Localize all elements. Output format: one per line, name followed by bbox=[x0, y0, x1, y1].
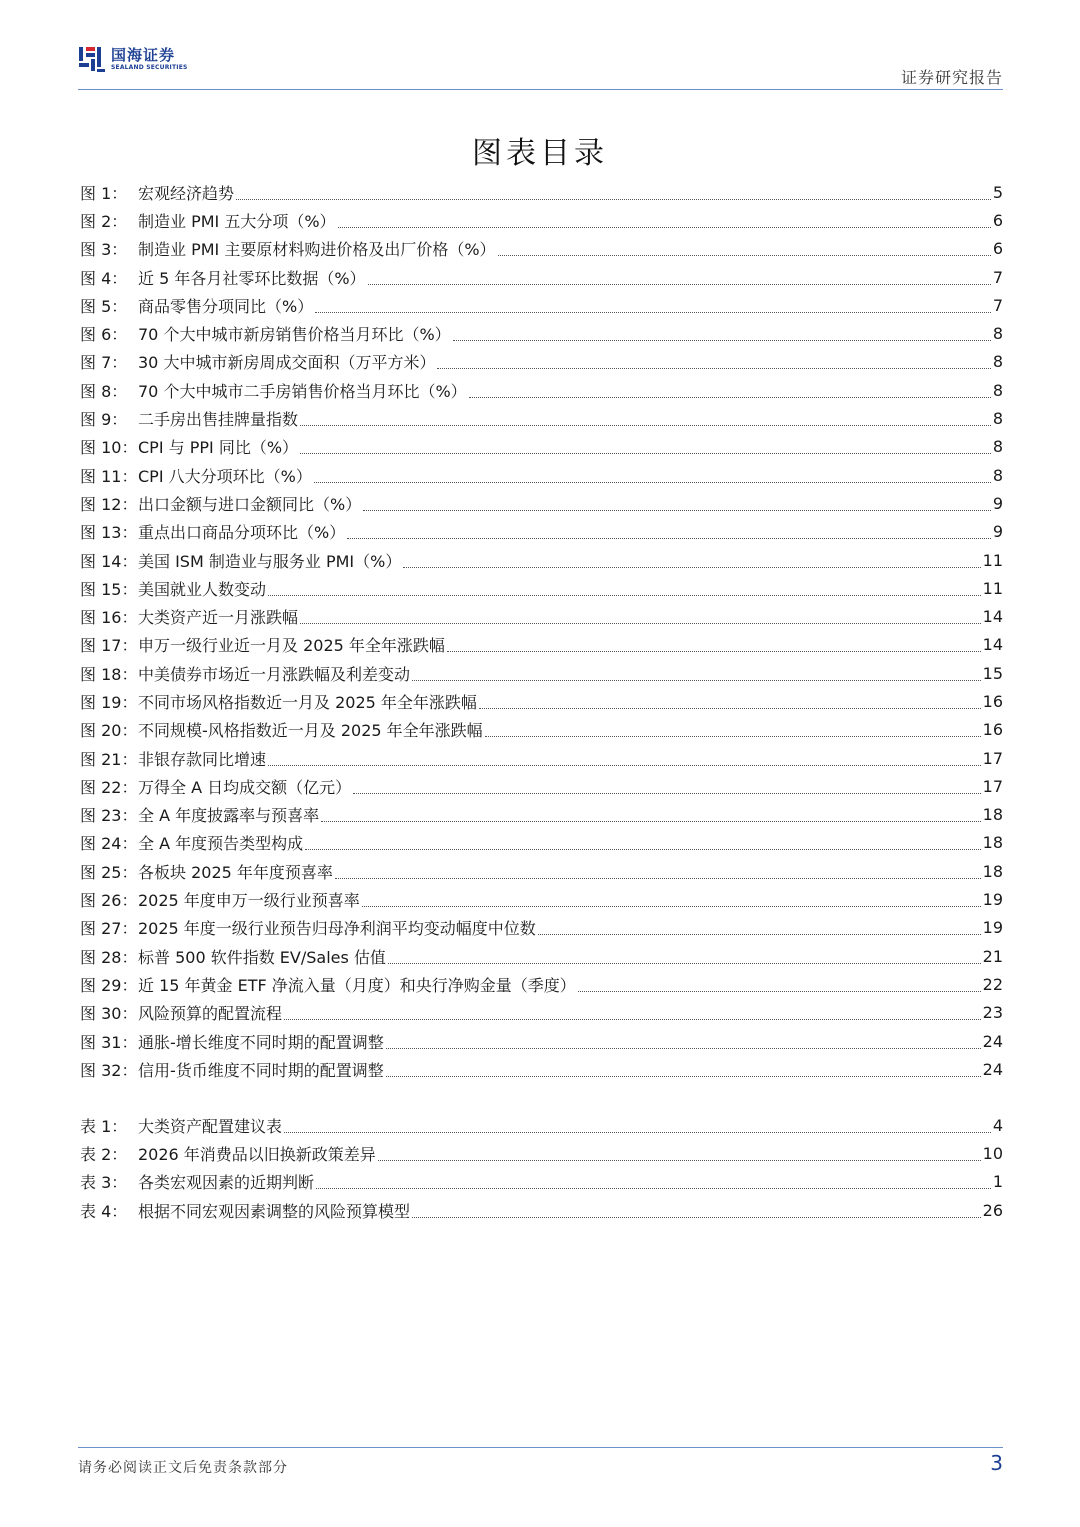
toc-item-title[interactable]: 全 A 年度披露率与预喜率 bbox=[138, 806, 320, 826]
toc-item-label: 图 4： bbox=[80, 268, 128, 288]
toc-item-label: 图 29： bbox=[80, 975, 138, 995]
table-entry[interactable] bbox=[80, 1111, 1003, 1139]
toc-item-label: 图 30： bbox=[80, 1004, 138, 1024]
toc-item-title[interactable]: 信用-货币维度不同时期的配置调整 bbox=[138, 1060, 384, 1080]
toc-item-label: 图 1： bbox=[80, 183, 128, 203]
figure-entry[interactable] bbox=[80, 857, 1003, 885]
toc-item-label: 图 20： bbox=[80, 721, 138, 741]
toc-item-label: 图 26： bbox=[80, 891, 138, 911]
toc-item-label: 表 4： bbox=[80, 1201, 128, 1221]
toc-item-page[interactable]: 4 bbox=[992, 1115, 1003, 1135]
figure-entry[interactable] bbox=[80, 178, 1003, 206]
toc-leader-dots bbox=[447, 651, 981, 652]
figure-entry[interactable] bbox=[80, 235, 1003, 263]
figure-entry[interactable] bbox=[80, 970, 1003, 998]
toc-item-title[interactable]: 美国就业人数变动 bbox=[138, 579, 267, 599]
toc-item-label: 表 2： bbox=[80, 1144, 128, 1164]
toc-item-title[interactable]: 各类宏观因素的近期判断 bbox=[138, 1173, 315, 1193]
toc-leader-dots bbox=[479, 708, 981, 709]
toc-item-label: 表 1： bbox=[80, 1116, 128, 1136]
toc-item-page[interactable]: 24 bbox=[982, 1031, 1003, 1051]
toc-leader-dots bbox=[268, 765, 981, 766]
toc-item-title[interactable]: 宏观经济趋势 bbox=[138, 183, 235, 203]
toc-leader-dots bbox=[353, 793, 981, 794]
toc-item-title[interactable]: 根据不同宏观因素调整的风险预算模型 bbox=[138, 1201, 411, 1221]
toc-leader-dots bbox=[386, 1048, 981, 1049]
toc-item-page[interactable]: 16 bbox=[982, 691, 1003, 711]
figure-entry[interactable] bbox=[80, 319, 1003, 347]
toc-leader-dots bbox=[538, 934, 981, 935]
table-list bbox=[80, 1111, 1003, 1224]
figure-entry[interactable] bbox=[80, 489, 1003, 517]
figure-entry[interactable] bbox=[80, 348, 1003, 376]
toc-item-label: 图 15： bbox=[80, 579, 138, 599]
toc-item-title[interactable]: 万得全 A 日均成交额（亿元） bbox=[138, 777, 352, 797]
toc-item-page[interactable]: 14 bbox=[982, 607, 1003, 627]
toc-leader-dots bbox=[321, 821, 981, 822]
toc-item-title[interactable]: 大类资产配置建议表 bbox=[138, 1116, 283, 1136]
toc-item-title[interactable]: 美国 ISM 制造业与服务业 PMI（%） bbox=[138, 551, 402, 571]
toc-item-page[interactable]: 14 bbox=[982, 635, 1003, 655]
toc-leader-dots bbox=[403, 567, 980, 568]
logo-chinese-name: 国海证券 bbox=[111, 45, 176, 64]
toc-item-label: 图 7： bbox=[80, 353, 128, 373]
toc-leader-dots bbox=[347, 538, 991, 539]
toc-item-page[interactable]: 8 bbox=[992, 352, 1003, 372]
toc-item-label: 图 25： bbox=[80, 862, 138, 882]
figure-entry[interactable] bbox=[80, 801, 1003, 829]
toc-item-title[interactable]: 通胀-增长维度不同时期的配置调整 bbox=[138, 1032, 384, 1052]
figure-entry[interactable] bbox=[80, 772, 1003, 800]
toc-item-title[interactable]: 2026 年消费品以旧换新政策差异 bbox=[138, 1144, 376, 1164]
toc-item-page[interactable]: 8 bbox=[992, 409, 1003, 429]
report-type: 证券研究报告 bbox=[900, 68, 1003, 87]
figure-entry[interactable] bbox=[80, 602, 1003, 630]
toc-item-page[interactable]: 17 bbox=[982, 748, 1003, 768]
toc-item-label: 图 8： bbox=[80, 381, 128, 401]
toc-item-page[interactable]: 1 bbox=[992, 1172, 1003, 1192]
toc-item-page[interactable]: 8 bbox=[992, 380, 1003, 400]
toc-leader-dots bbox=[498, 255, 991, 256]
toc-item-page[interactable]: 6 bbox=[992, 210, 1003, 230]
toc-item-label: 图 18： bbox=[80, 664, 138, 684]
toc-item-title[interactable]: 中美债券市场近一月涨跌幅及利差变动 bbox=[138, 664, 411, 684]
toc-item-title[interactable]: 2025 年度申万一级行业预喜率 bbox=[138, 891, 360, 911]
table-entry[interactable] bbox=[80, 1168, 1003, 1196]
toc-item-title[interactable]: 出口金额与进口金额同比（%） bbox=[138, 494, 362, 514]
toc-item-title[interactable]: 风险预算的配置流程 bbox=[138, 1004, 283, 1024]
toc-item-title[interactable]: 制造业 PMI 主要原材料购进价格及出厂价格（%） bbox=[138, 240, 496, 260]
toc-item-label: 图 21： bbox=[80, 749, 138, 769]
toc-leader-dots bbox=[412, 1217, 981, 1218]
toc-item-title[interactable]: CPI 与 PPI 同比（%） bbox=[138, 438, 299, 458]
toc-item-title[interactable]: 70 个大中城市二手房销售价格当月环比（%） bbox=[138, 381, 467, 401]
toc-item-page[interactable]: 11 bbox=[982, 550, 1003, 570]
toc-item-page[interactable]: 9 bbox=[992, 522, 1003, 542]
toc-item-page[interactable]: 21 bbox=[982, 946, 1003, 966]
toc-leader-dots bbox=[485, 736, 981, 737]
toc-leader-dots bbox=[284, 1019, 981, 1020]
toc-item-title[interactable]: 标普 500 软件指数 EV/Sales 估值 bbox=[138, 947, 386, 967]
toc-leader-dots bbox=[388, 963, 981, 964]
toc-item-title[interactable]: 不同市场风格指数近一月及 2025 年全年涨跌幅 bbox=[138, 692, 477, 712]
figure-entry[interactable] bbox=[80, 659, 1003, 687]
toc-item-title[interactable]: 申万一级行业近一月及 2025 年全年涨跌幅 bbox=[138, 636, 445, 656]
toc-item-page[interactable]: 8 bbox=[992, 465, 1003, 485]
toc-item-page[interactable]: 15 bbox=[982, 663, 1003, 683]
toc-item-page[interactable]: 11 bbox=[982, 578, 1003, 598]
toc-item-page[interactable]: 22 bbox=[982, 974, 1003, 994]
footer-divider bbox=[78, 1447, 1003, 1448]
toc-item-title[interactable]: 各板块 2025 年年度预喜率 bbox=[138, 862, 333, 882]
toc-item-title[interactable]: 不同规模-风格指数近一月及 2025 年全年涨跌幅 bbox=[138, 721, 483, 741]
toc-leader-dots bbox=[386, 1076, 981, 1077]
figure-entry[interactable] bbox=[80, 263, 1003, 291]
figure-entry[interactable] bbox=[80, 687, 1003, 715]
toc-item-label: 图 23： bbox=[80, 806, 138, 826]
figure-entry[interactable] bbox=[80, 942, 1003, 970]
figure-entry[interactable] bbox=[80, 744, 1003, 772]
toc-item-label: 图 19： bbox=[80, 692, 138, 712]
toc-item-label: 图 22： bbox=[80, 777, 138, 797]
toc-item-page[interactable]: 7 bbox=[992, 295, 1003, 315]
toc-item-title[interactable]: 70 个大中城市新房销售价格当月环比（%） bbox=[138, 325, 451, 345]
toc-item-title[interactable]: 全 A 年度预告类型构成 bbox=[138, 834, 304, 854]
toc-item-title[interactable]: 非银存款同比增速 bbox=[138, 749, 267, 769]
figure-entry[interactable] bbox=[80, 574, 1003, 602]
toc-item-title[interactable]: 大类资产近一月涨跌幅 bbox=[138, 608, 299, 628]
figure-entry[interactable] bbox=[80, 829, 1003, 857]
toc-leader-dots bbox=[338, 227, 991, 228]
toc-leader-dots bbox=[305, 849, 981, 850]
toc-item-page[interactable]: 6 bbox=[992, 239, 1003, 259]
toc-leader-dots bbox=[437, 368, 990, 369]
figure-entry[interactable] bbox=[80, 206, 1003, 234]
figure-entry[interactable] bbox=[80, 376, 1003, 404]
company-logo bbox=[78, 45, 188, 73]
toc-leader-dots bbox=[268, 595, 981, 596]
toc-item-label: 图 2： bbox=[80, 211, 128, 231]
toc-item-page[interactable]: 19 bbox=[982, 918, 1003, 938]
page-number: 3 bbox=[990, 1451, 1003, 1475]
toc-item-label: 图 17： bbox=[80, 636, 138, 656]
toc-item-page[interactable]: 8 bbox=[992, 437, 1003, 457]
header-divider bbox=[78, 89, 1003, 90]
toc-item-label: 图 3： bbox=[80, 240, 128, 260]
figure-list bbox=[80, 178, 1003, 1084]
toc-item-label: 图 31： bbox=[80, 1032, 138, 1052]
toc-item-page[interactable]: 18 bbox=[982, 833, 1003, 853]
toc-leader-dots bbox=[362, 906, 981, 907]
toc-item-label: 图 32： bbox=[80, 1060, 138, 1080]
figure-entry[interactable] bbox=[80, 885, 1003, 913]
toc-item-title[interactable]: 重点出口商品分项环比（%） bbox=[138, 523, 346, 543]
toc-item-page[interactable]: 9 bbox=[992, 493, 1003, 513]
figure-entry[interactable] bbox=[80, 404, 1003, 432]
figure-entry[interactable] bbox=[80, 1027, 1003, 1055]
table-entry[interactable] bbox=[80, 1196, 1003, 1224]
figure-entry[interactable] bbox=[80, 631, 1003, 659]
toc-leader-dots bbox=[453, 340, 991, 341]
toc-leader-dots bbox=[368, 284, 991, 285]
toc-item-page[interactable]: 17 bbox=[982, 776, 1003, 796]
toc-item-label: 图 9： bbox=[80, 410, 128, 430]
toc-item-page[interactable]: 8 bbox=[992, 324, 1003, 344]
figure-entry[interactable] bbox=[80, 546, 1003, 574]
toc-item-page[interactable]: 18 bbox=[982, 805, 1003, 825]
figure-entry[interactable] bbox=[80, 518, 1003, 546]
toc-item-page[interactable]: 23 bbox=[982, 1003, 1003, 1023]
figure-entry[interactable] bbox=[80, 914, 1003, 942]
toc-leader-dots bbox=[236, 199, 991, 200]
toc-item-page[interactable]: 18 bbox=[982, 861, 1003, 881]
toc-item-label: 图 5： bbox=[80, 296, 128, 316]
toc-item-label: 表 3： bbox=[80, 1173, 128, 1193]
toc-item-label: 图 12： bbox=[80, 494, 138, 514]
toc-item-label: 图 27： bbox=[80, 919, 138, 939]
toc-item-label: 图 16： bbox=[80, 608, 138, 628]
toc-item-title[interactable]: 制造业 PMI 五大分项（%） bbox=[138, 211, 336, 231]
toc-item-label: 图 24： bbox=[80, 834, 138, 854]
toc-item-label: 图 11： bbox=[80, 466, 138, 486]
toc-item-page[interactable]: 24 bbox=[982, 1059, 1003, 1079]
toc-leader-dots bbox=[314, 482, 991, 483]
toc-item-page[interactable]: 7 bbox=[992, 267, 1003, 287]
figure-entry[interactable] bbox=[80, 461, 1003, 489]
toc-item-page[interactable]: 16 bbox=[982, 720, 1003, 740]
figure-entry[interactable] bbox=[80, 999, 1003, 1027]
footer-disclaimer: 请务必阅读正文后免责条款部分 bbox=[78, 1460, 288, 1476]
page-header bbox=[78, 40, 1003, 90]
toc-leader-dots bbox=[578, 991, 981, 992]
toc-leader-dots bbox=[284, 1132, 991, 1133]
toc-item-label: 图 13： bbox=[80, 523, 138, 543]
toc-item-title[interactable]: 30 大中城市新房周成交面积（万平方米） bbox=[138, 353, 436, 373]
logo-english-name: SEALAND SECURITIES bbox=[111, 63, 188, 71]
toc-leader-dots bbox=[300, 453, 991, 454]
toc-item-title[interactable]: 二手房出售挂牌量指数 bbox=[138, 410, 299, 430]
toc-item-page[interactable]: 10 bbox=[982, 1143, 1003, 1163]
toc-item-page[interactable]: 19 bbox=[982, 890, 1003, 910]
toc-leader-dots bbox=[315, 312, 991, 313]
toc-leader-dots bbox=[335, 878, 981, 879]
toc-item-page[interactable]: 26 bbox=[982, 1200, 1003, 1220]
toc-item-page[interactable]: 5 bbox=[992, 182, 1003, 202]
toc-leader-dots bbox=[363, 510, 991, 511]
toc-item-title[interactable]: 2025 年度一级行业预告归母净利润平均变动幅度中位数 bbox=[138, 919, 536, 939]
figure-entry[interactable] bbox=[80, 1055, 1003, 1083]
toc-leader-dots bbox=[469, 397, 991, 398]
toc-leader-dots bbox=[316, 1188, 991, 1189]
toc-leader-dots bbox=[300, 425, 991, 426]
toc-leader-dots bbox=[378, 1160, 981, 1161]
page-title: 图表目录 bbox=[472, 136, 608, 171]
toc-item-title[interactable]: 近 5 年各月社零环比数据（%） bbox=[138, 268, 366, 288]
table-entry[interactable] bbox=[80, 1139, 1003, 1167]
toc-item-label: 图 6： bbox=[80, 325, 128, 345]
figure-entry[interactable] bbox=[80, 433, 1003, 461]
toc-leader-dots bbox=[412, 680, 981, 681]
toc-item-title[interactable]: CPI 八大分项环比（%） bbox=[138, 466, 312, 486]
toc-item-label: 图 10： bbox=[80, 438, 138, 458]
toc-leader-dots bbox=[300, 623, 981, 624]
logo-mark-icon bbox=[78, 45, 106, 73]
toc-item-label: 图 14： bbox=[80, 551, 138, 571]
toc-item-label: 图 28： bbox=[80, 947, 138, 967]
toc-item-title[interactable]: 商品零售分项同比（%） bbox=[138, 296, 314, 316]
toc-item-title[interactable]: 近 15 年黄金 ETF 净流入量（月度）和央行净购金量（季度） bbox=[138, 975, 576, 995]
figure-entry[interactable] bbox=[80, 291, 1003, 319]
figure-entry[interactable] bbox=[80, 716, 1003, 744]
